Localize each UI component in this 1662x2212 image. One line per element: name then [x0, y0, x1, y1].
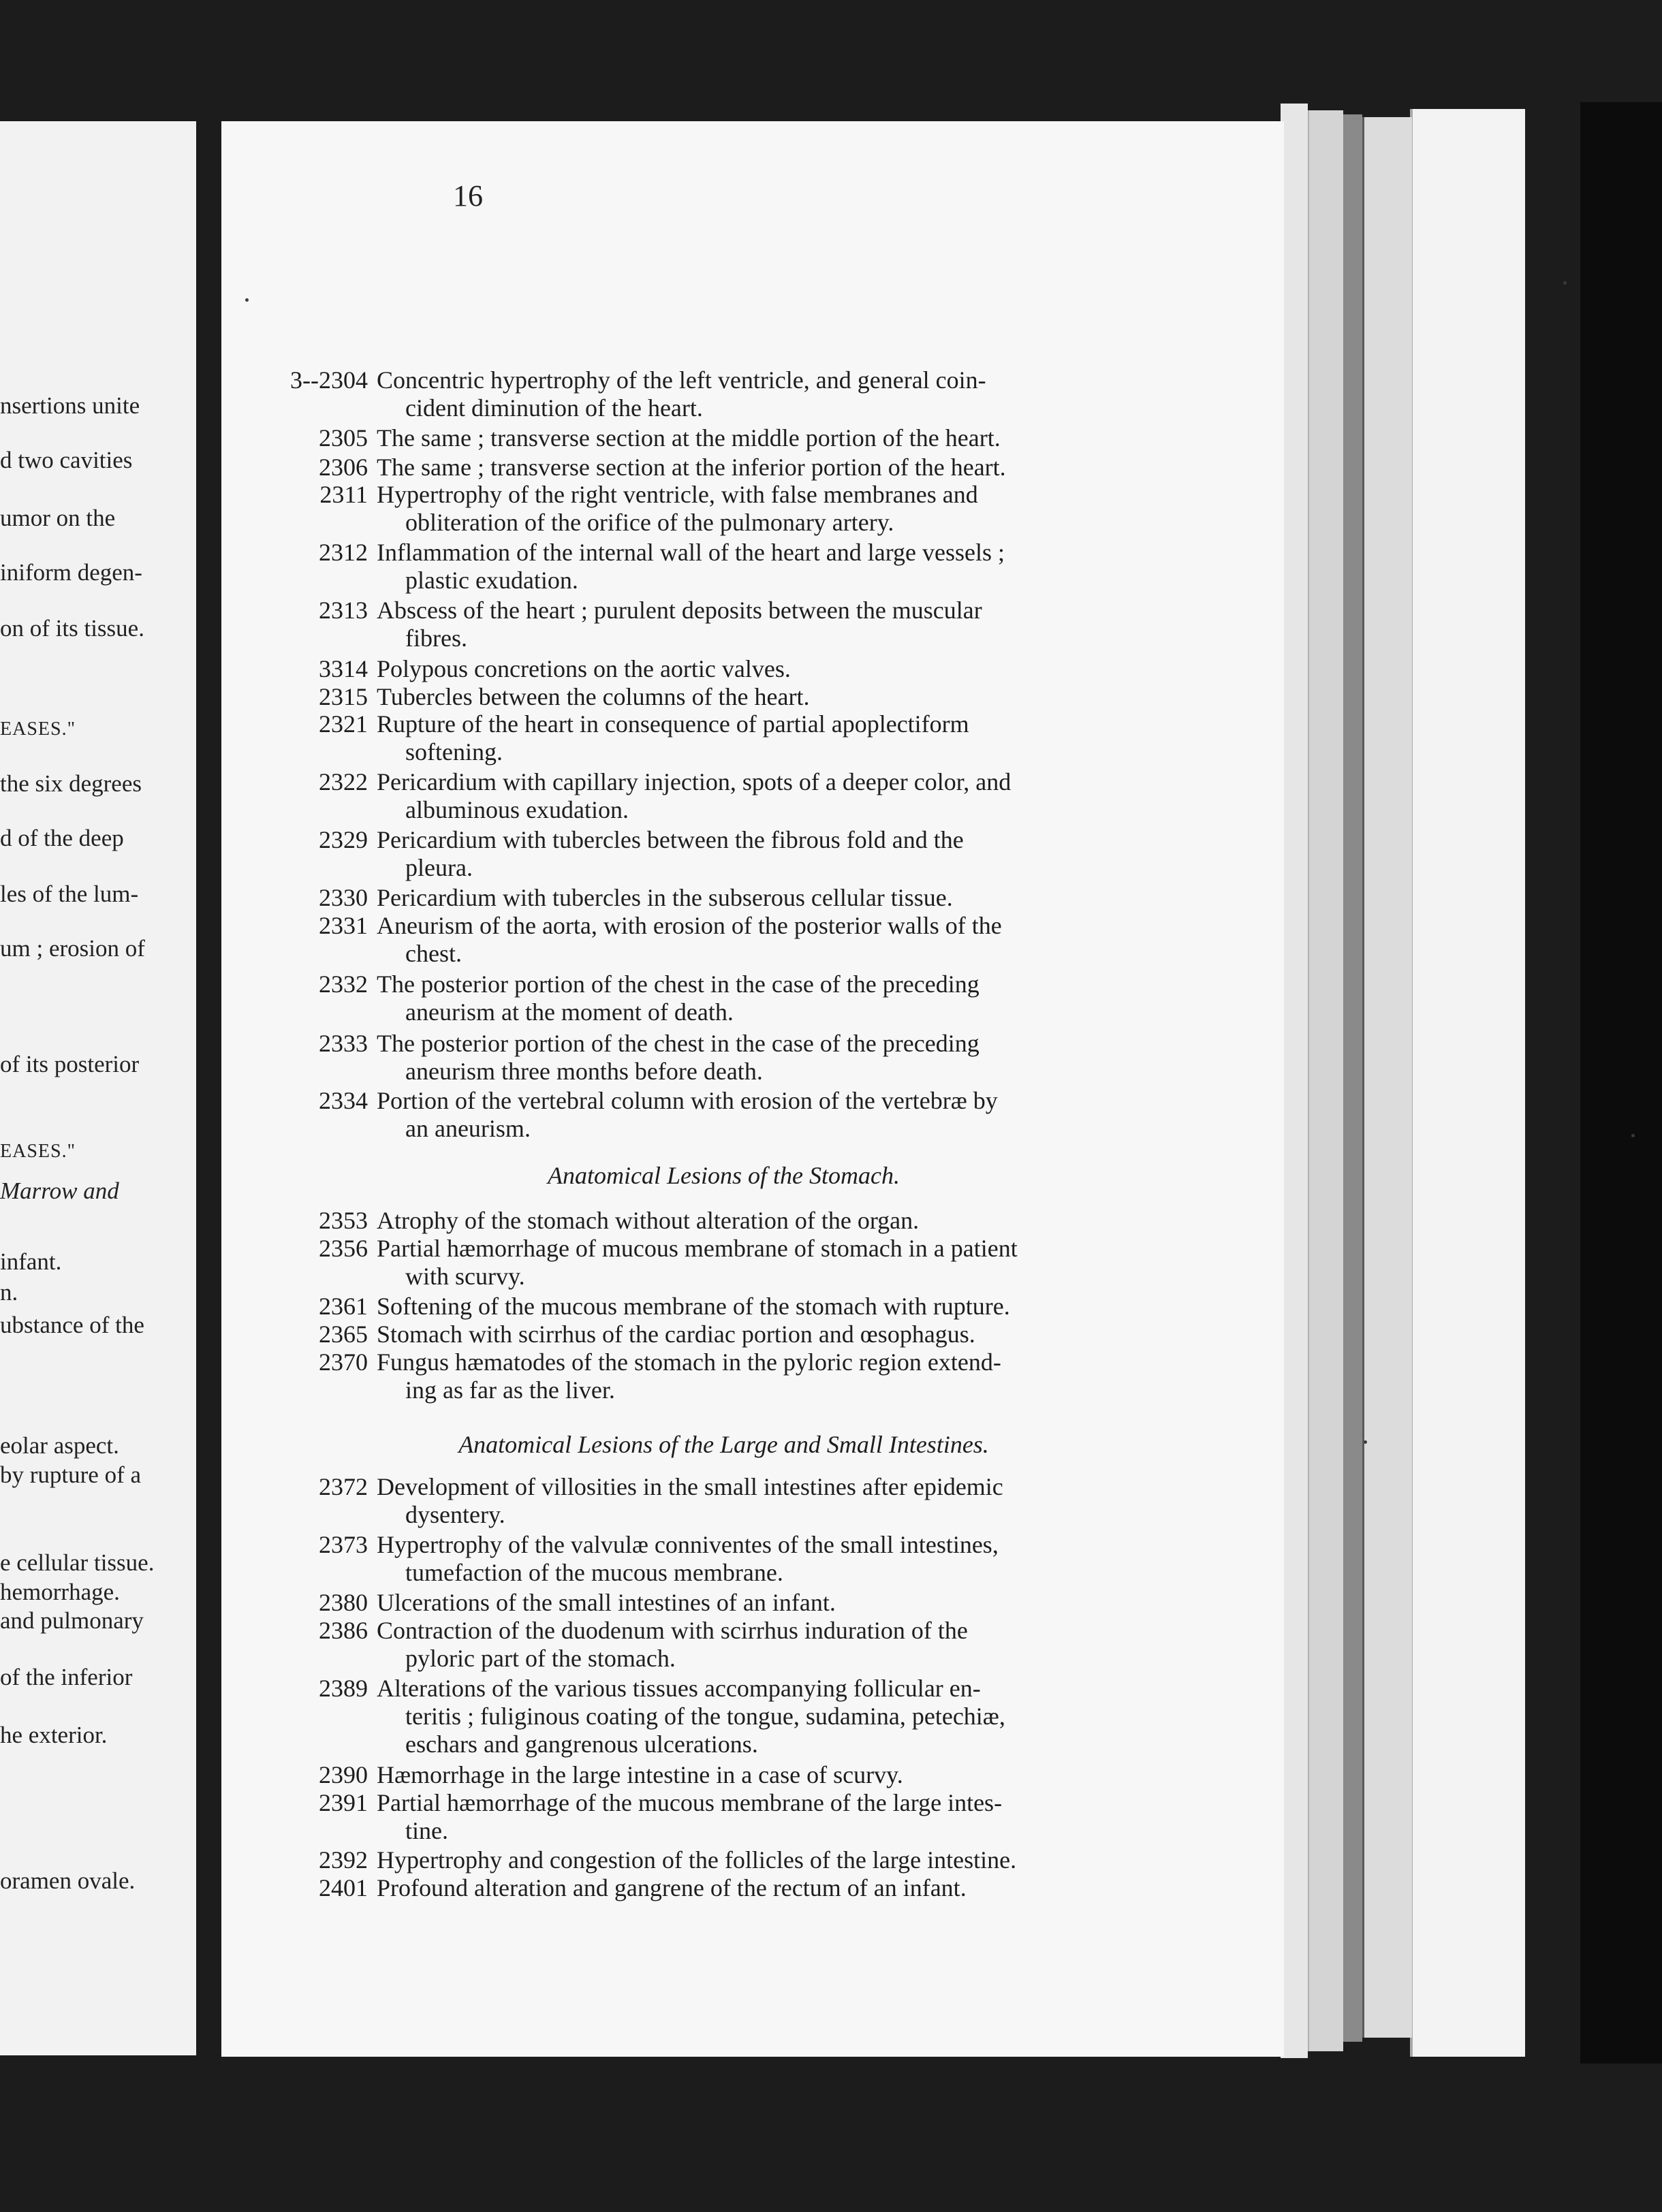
entry-number: 2333: [319, 1030, 368, 1057]
left-page-line: on of its tissue.: [0, 615, 144, 642]
catalog-entry: [266, 655, 1182, 683]
page-stack-edge: [1342, 114, 1362, 2042]
catalog-entry: [266, 970, 1182, 1026]
left-page-line: EASES.": [0, 718, 76, 740]
catalog-entry: [266, 481, 1182, 537]
entry-number: 2380: [319, 1589, 368, 1616]
entry-number: 2321: [319, 710, 368, 738]
left-page-line: and pulmonary: [0, 1607, 144, 1634]
entry-number: 3314: [319, 655, 368, 682]
left-page-line: by rupture of a: [0, 1462, 142, 1488]
entry-number: 2372: [319, 1473, 368, 1500]
catalog-entry: [266, 683, 1182, 711]
section-heading-intestines: Anatomical Lesions of the Large and Small Intestines.: [458, 1431, 989, 1458]
speck: [1631, 1134, 1635, 1137]
entry-text: Contraction of the duodenum with scirrhus induration of the pyloric part of the stomach.: [377, 1617, 968, 1672]
speck: [245, 298, 249, 302]
entry-text: Ulcerations of the small intestines of an infant.: [377, 1589, 836, 1616]
left-page-line: nsertions unite: [0, 392, 140, 419]
left-page-line: d of the deep: [0, 825, 124, 851]
catalog-entry: [266, 454, 1182, 481]
entry-text: Tubercles between the columns of the heart.: [377, 683, 810, 710]
entry-text: Hypertrophy of the right ventricle, with false membranes and obliteration of the orifice of the pulmonary artery.: [377, 481, 978, 536]
entry-number: 2389: [319, 1675, 368, 1702]
entry-number: 2315: [319, 683, 368, 710]
entry-text: Fungus hæmatodes of the stomach in the pyloric region extend- ing as far as the liver.: [377, 1348, 1001, 1404]
left-page-line: he exterior.: [0, 1722, 108, 1748]
entry-text: Profound alteration and gangrene of the rectum of an infant.: [377, 1874, 967, 1901]
catalog-entry: [266, 1235, 1182, 1291]
catalog-entry: [266, 1207, 1182, 1235]
left-page-line: umor on the: [0, 505, 116, 531]
page-stack-edge: [1308, 110, 1343, 2051]
entry-number: 2353: [319, 1207, 368, 1234]
entry-number: 2356: [319, 1235, 368, 1262]
entry-text: Portion of the vertebral column with erosion of the vertebræ by an aneurism.: [377, 1087, 998, 1142]
left-page-line: d two cavities: [0, 447, 133, 473]
catalog-entry: [266, 1874, 1182, 1902]
entry-number: 2312: [319, 539, 368, 566]
catalog-entry: [266, 1589, 1182, 1617]
entry-text: The posterior portion of the chest in the case of the preceding aneurism at the moment of death.: [377, 970, 979, 1026]
entry-number: 2313: [319, 597, 368, 624]
entry-number: 2330: [319, 884, 368, 911]
speck: [1364, 1440, 1367, 1444]
catalog-entry: [266, 1846, 1182, 1874]
entry-text: Partial hæmorrhage of mucous membrane of stomach in a patient with scurvy.: [377, 1235, 1018, 1290]
entry-text: The posterior portion of the chest in the case of the preceding aneurism three months before death.: [377, 1030, 979, 1085]
catalog-entry: [266, 1321, 1182, 1348]
entry-text: The same ; transverse section at the inferior portion of the heart.: [377, 454, 1006, 481]
left-page-line: oramen ovale.: [0, 1867, 136, 1894]
left-page-line: of its posterior: [0, 1051, 140, 1077]
catalog-entry: [266, 1675, 1182, 1758]
left-page-line: ubstance of the: [0, 1312, 144, 1338]
left-page-line: of the inferior: [0, 1664, 133, 1690]
entry-text: Hæmorrhage in the large intestine in a case of scurvy.: [377, 1761, 903, 1788]
catalog-entry: [266, 1617, 1182, 1673]
entry-number: 2373: [319, 1531, 368, 1558]
page-number: 16: [453, 179, 483, 212]
catalog-entry: [266, 597, 1182, 652]
left-page-line: Marrow and: [0, 1178, 119, 1204]
page-stack-edge: [1362, 117, 1412, 2038]
entry-number: 2370: [319, 1348, 368, 1376]
entry-number: 2401: [319, 1874, 368, 1901]
catalog-entry: [266, 539, 1182, 595]
page-stack-edge: [1410, 109, 1525, 2057]
entry-text: Softening of the mucous membrane of the stomach with rupture.: [377, 1293, 1010, 1320]
entry-text: Inflammation of the internal wall of the heart and large vessels ; plastic exudation.: [377, 539, 1005, 594]
catalog-entry: [266, 1348, 1182, 1404]
left-page-line: um ; erosion of: [0, 935, 145, 962]
page-stack-edge: [1281, 104, 1308, 2058]
left-page-line: les of the lum-: [0, 881, 139, 907]
catalog-entry: [266, 1531, 1182, 1587]
catalog-entry: [266, 1293, 1182, 1321]
catalog-entry: [266, 912, 1182, 968]
entry-number: 2329: [319, 826, 368, 853]
catalog-entry: [266, 710, 1182, 766]
left-page-line: e cellular tissue.: [0, 1549, 155, 1576]
left-page-line: hemorrhage.: [0, 1579, 120, 1605]
entry-number: 2386: [319, 1617, 368, 1644]
catalog-entry: [266, 1761, 1182, 1789]
entry-text: The same ; transverse section at the middle portion of the heart.: [377, 424, 1001, 452]
left-page-line: eolar aspect.: [0, 1432, 119, 1459]
catalog-entry: [266, 1087, 1182, 1143]
catalog-entry: [266, 424, 1182, 452]
entry-text: Hypertrophy of the valvulæ conniventes of the small intestines, tumefaction of the mucous membrane.: [377, 1531, 999, 1586]
entry-number: 2311: [319, 481, 368, 508]
entry-text: Pericardium with capillary injection, spots of a deeper color, and albuminous exudation.: [377, 768, 1012, 823]
entry-number: 2391: [319, 1789, 368, 1816]
entry-number: 2306: [319, 454, 368, 481]
entry-number: 2332: [319, 970, 368, 998]
catalog-entry: [266, 826, 1182, 882]
section-heading-stomach: Anatomical Lesions of the Stomach.: [548, 1162, 900, 1189]
entry-text: Pericardium with tubercles between the fibrous fold and the pleura.: [377, 826, 964, 881]
catalog-entry: [266, 366, 1182, 422]
entry-number: 2331: [319, 912, 368, 939]
left-page-line: infant.: [0, 1248, 62, 1275]
left-facing-page: [0, 121, 196, 2055]
entry-text: Atrophy of the stomach without alteration of the organ.: [377, 1207, 920, 1234]
entry-number: 2305: [319, 424, 368, 452]
entry-text: Hypertrophy and congestion of the follicles of the large intestine.: [377, 1846, 1017, 1874]
speck: [1563, 281, 1567, 285]
left-page-line: n.: [0, 1279, 18, 1306]
entry-number: 2334: [319, 1087, 368, 1114]
entry-number: 2322: [319, 768, 368, 795]
entry-text: Polypous concretions on the aortic valves.: [377, 655, 791, 682]
entry-text: Abscess of the heart ; purulent deposits between the muscular fibres.: [377, 597, 982, 652]
entry-text: Aneurism of the aorta, with erosion of the posterior walls of the chest.: [377, 912, 1002, 967]
entry-number: 2361: [319, 1293, 368, 1320]
left-page-line: the six degrees: [0, 770, 142, 797]
catalog-entry: [266, 1473, 1182, 1529]
entry-text: Partial hæmorrhage of the mucous membrane of the large intes- tine.: [377, 1789, 1003, 1844]
entry-text: Stomach with scirrhus of the cardiac portion and œsophagus.: [377, 1321, 975, 1348]
catalog-entry: [266, 768, 1182, 824]
entry-text: Concentric hypertrophy of the left ventricle, and general coin- cident diminution of the heart.: [377, 366, 986, 422]
catalog-entry: [266, 884, 1182, 912]
entry-number: 3--2304: [290, 366, 368, 394]
entry-text: Alterations of the various tissues accompanying follicular en- teritis ; fuliginous coating of the tongue, sudamina, petechiæ, eschars and gangrenous ulcerations.: [377, 1675, 1005, 1758]
entry-number: 2392: [319, 1846, 368, 1874]
left-page-line: EASES.": [0, 1141, 76, 1162]
entry-number: 2390: [319, 1761, 368, 1788]
entry-text: Development of villosities in the small intestines after epidemic dysentery.: [377, 1473, 1003, 1528]
entry-text: Rupture of the heart in consequence of partial apoplectiform softening.: [377, 710, 969, 765]
entry-text: Pericardium with tubercles in the subserous cellular tissue.: [377, 884, 953, 911]
entry-number: 2365: [319, 1321, 368, 1348]
left-page-line: iniform degen-: [0, 559, 142, 586]
book-edge-shadow: [1580, 102, 1662, 2064]
catalog-entry: [266, 1789, 1182, 1845]
catalog-entry: [266, 1030, 1182, 1086]
